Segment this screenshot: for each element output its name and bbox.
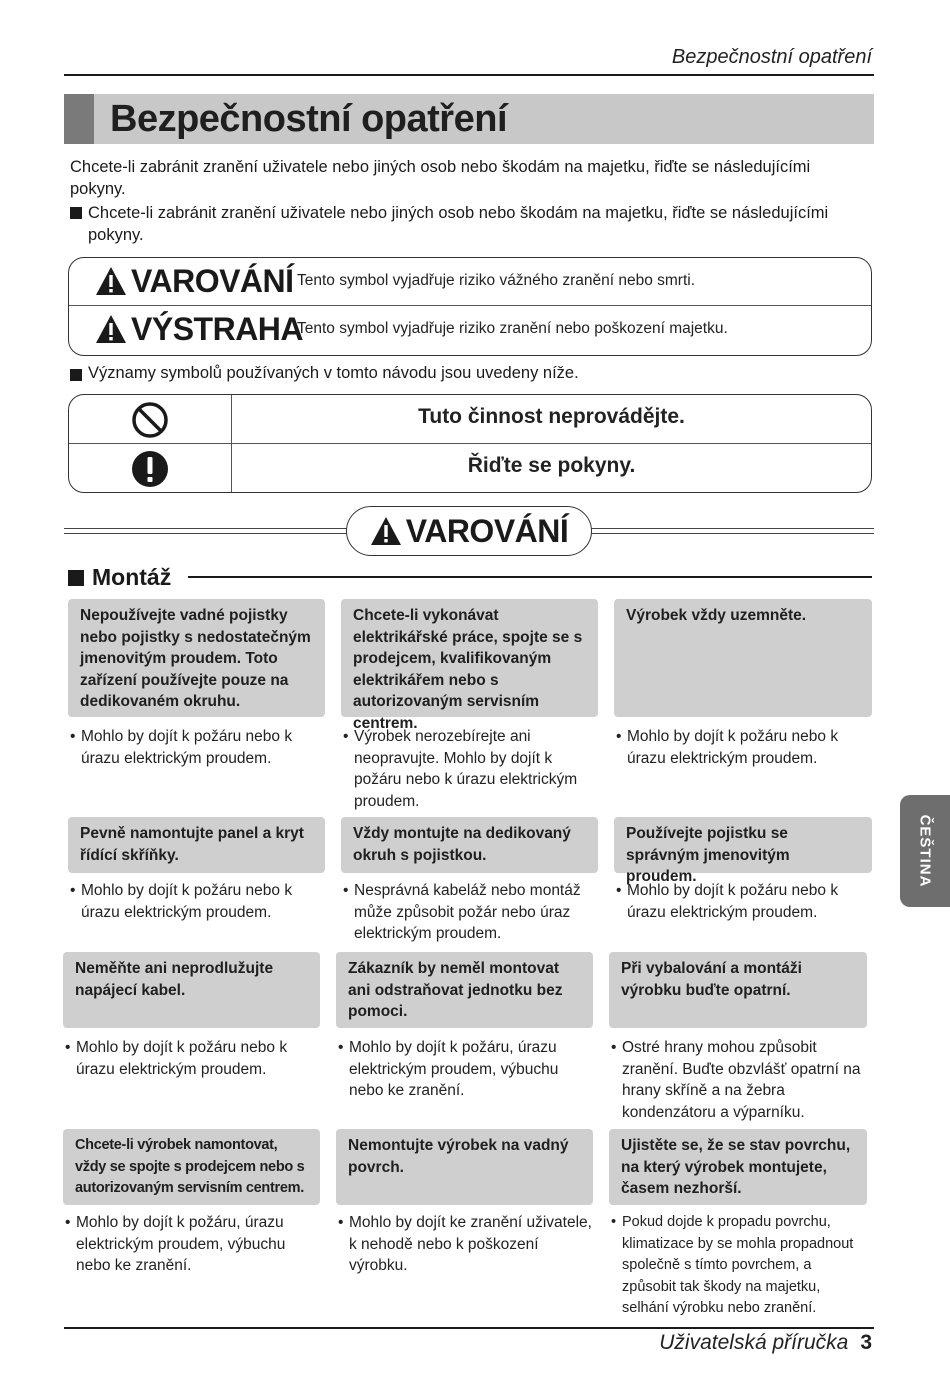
card-note: • Výrobek nerozebírejte ani neopravujte. Mohlo by dojít k požáru nebo k úrazu elektrickým proudem. [343, 728, 578, 810]
section-rule [188, 576, 872, 578]
caution-triangle-icon [95, 314, 127, 344]
card-note-text: Mohlo by dojít k požáru nebo k úrazu elektrickým proudem. [81, 728, 293, 767]
symbol-table [68, 394, 872, 493]
signal-word-box [68, 257, 872, 356]
title-band-accent [64, 94, 94, 144]
page-number: 3 [860, 1331, 872, 1354]
language-tab[interactable] [900, 795, 950, 907]
symbol-meaning-intro [70, 364, 579, 383]
card-note-text: Mohlo by dojít k požáru nebo k úrazu elektrickým proudem. [627, 728, 839, 767]
section-title: Montáž [92, 564, 172, 590]
card-title: Výrobek vždy uzemněte. [614, 599, 872, 717]
card-note-text: Ostré hrany mohou způsobit zranění. Buďte obzvlášť opatrní na hrany skříně a na žebra kondenzátoru a výparníku. [622, 1039, 861, 1121]
intro-paragraph: Chcete-li zabránit zranění uživatele nebo jiných osob nebo škodám na majetku, řiďte se následujícími pokyny. [70, 158, 811, 198]
warning-triangle-icon [95, 266, 127, 296]
card-note: • Nesprávná kabeláž nebo montáž může způsobit požár nebo úraz elektrickým proudem. [343, 882, 581, 942]
card-note-text: Mohlo by dojít k požáru, úrazu elektrickým proudem, výbuchu nebo ke zranění. [349, 1039, 559, 1099]
card-title: Při vybalování a montáži výrobku buďte opatrní. [609, 952, 867, 1028]
card-title: Ujistěte se, že se stav povrchu, na který výrobek montujete, časem nezhorší. [609, 1129, 867, 1205]
card-title: Chcete-li vykonávat elektrikářské práce, spojte se s prodejcem, kvalifikovaným elektrikářem nebo s autorizovaným servisním centrem. [341, 599, 598, 717]
card-title: Používejte pojistku se správným jmenovitým proudem. [614, 817, 872, 873]
card-note: • Mohlo by dojít k požáru nebo k úrazu elektrickým proudem. [616, 882, 839, 921]
language-tab-label: ČEŠTINA [916, 814, 934, 888]
title-band [64, 94, 874, 144]
signal-row-caution [95, 306, 728, 352]
card-title: Neměňte ani neprodlužujte napájecí kabel. [63, 952, 320, 1028]
card-note: • Mohlo by dojít k požáru nebo k úrazu elektrickým proudem. [65, 1039, 288, 1078]
exclamation-icon [131, 450, 169, 488]
card-note: • Mohlo by dojít k požáru nebo k úrazu elektrickým proudem. [70, 882, 293, 921]
symbol-row-prohibit [69, 395, 871, 444]
intro-bullet [70, 202, 870, 246]
card-note: • Mohlo by dojít ke zranění uživatele, k nehodě nebo k poškození výrobku. [338, 1214, 592, 1274]
signal-desc-caution: Tento symbol vyjadřuje riziko zranění nebo poškození majetku. [297, 320, 728, 337]
card-title: Nemontujte výrobek na vadný povrch. [336, 1129, 593, 1205]
signal-word-warning: VAROVÁNÍ [131, 262, 294, 299]
card-title: Vždy montujte na dedikovaný okruh s pojistkou. [341, 817, 598, 873]
card-note-text: Mohlo by dojít k požáru nebo k úrazu elektrickým proudem. [81, 882, 293, 921]
card-note: • Mohlo by dojít k požáru, úrazu elektrickým proudem, výbuchu nebo ke zranění. [65, 1214, 286, 1274]
running-header: Bezpečnostní opatření [671, 46, 872, 68]
card-title: Zákazník by neměl montovat ani odstraňovat jednotku bez pomoci. [336, 952, 593, 1028]
card-note: • Ostré hrany mohou způsobit zranění. Buďte obzvlášť opatrní na hrany skříně a na žebra kondenzátoru a výparníku. [611, 1039, 861, 1121]
card-note-text: Mohlo by dojít ke zranění uživatele, k nehodě nebo k poškození výrobku. [349, 1214, 592, 1274]
symbol-meaning-text: Významy symbolů používaných v tomto návodu jsou uvedeny níže. [88, 364, 579, 382]
signal-desc-warning: Tento symbol vyjadřuje riziko vážného zranění nebo smrti. [297, 272, 696, 289]
card-title: Pevně namontujte panel a kryt řídící skříňky. [68, 817, 325, 873]
banner-line-left [64, 528, 348, 534]
square-bullet-icon [70, 369, 82, 381]
square-bullet-icon [68, 570, 84, 586]
card-note: • Mohlo by dojít k požáru nebo k úrazu elektrickým proudem. [70, 728, 293, 767]
card-note-text: Výrobek nerozebírejte ani neopravujte. Mohlo by dojít k požáru nebo k úrazu elektrickým proudem. [354, 728, 578, 810]
intro-bullet-text: Chcete-li zabránit zranění uživatele nebo jiných osob nebo škodám na majetku, řiďte se následujícími pokyny. [88, 204, 829, 244]
card-note: • Mohlo by dojít k požáru, úrazu elektrickým proudem, výbuchu nebo ke zranění. [338, 1039, 559, 1099]
symbol-label-prohibit: Tuto činnost neprovádějte. [418, 405, 685, 428]
footer [659, 1331, 872, 1355]
card-note-text: Pokud dojde k propadu povrchu, klimatizace by se mohla propadnout společně s tímto povrchem, a způsobit tak škody na majetku, selhání výrobku nebo zranění. [622, 1214, 854, 1316]
page-title: Bezpečnostní opatření [110, 98, 507, 140]
symbol-row-follow [69, 444, 871, 493]
card-note: • Pokud dojde k propadu povrchu, klimatizace by se mohla propadnout společně s tímto povrchem, a způsobit tak škody na majetku, selhání výrobku nebo zranění. [611, 1214, 854, 1316]
footer-rule [64, 1327, 874, 1329]
signal-row-warning [95, 258, 696, 304]
card-note-text: Mohlo by dojít k požáru nebo k úrazu elektrickým proudem. [76, 1039, 288, 1078]
card-note-text: Mohlo by dojít k požáru, úrazu elektrickým proudem, výbuchu nebo ke zranění. [76, 1214, 286, 1274]
warning-banner [346, 506, 592, 556]
card-note-text: Mohlo by dojít k požáru nebo k úrazu elektrickým proudem. [627, 882, 839, 921]
square-bullet-icon [70, 207, 82, 219]
card-note: • Mohlo by dojít k požáru nebo k úrazu elektrickým proudem. [616, 728, 839, 767]
card-note-text: Nesprávná kabeláž nebo montáž může způsobit požár nebo úraz elektrickým proudem. [354, 882, 581, 942]
prohibition-icon [131, 401, 169, 439]
warning-triangle-icon [370, 516, 402, 546]
section-heading [68, 564, 171, 591]
symbol-label-follow: Řiďte se pokyny. [467, 454, 636, 477]
header-rule [64, 74, 874, 76]
card-title: Chcete-li výrobek namontovat, vždy se spojte s prodejcem nebo s autorizovaným servisním centrem. [63, 1129, 320, 1205]
footer-text: Uživatelská příručka [659, 1331, 849, 1354]
signal-word-caution: VÝSTRAHA [131, 310, 304, 347]
warning-banner-word: VAROVÁNÍ [405, 512, 569, 549]
banner-line-right [590, 528, 874, 534]
card-title: Nepoužívejte vadné pojistky nebo pojistky s nedostatečným jmenovitým proudem. Toto zařízení používejte pouze na dedikovaném okruhu. [68, 599, 325, 717]
